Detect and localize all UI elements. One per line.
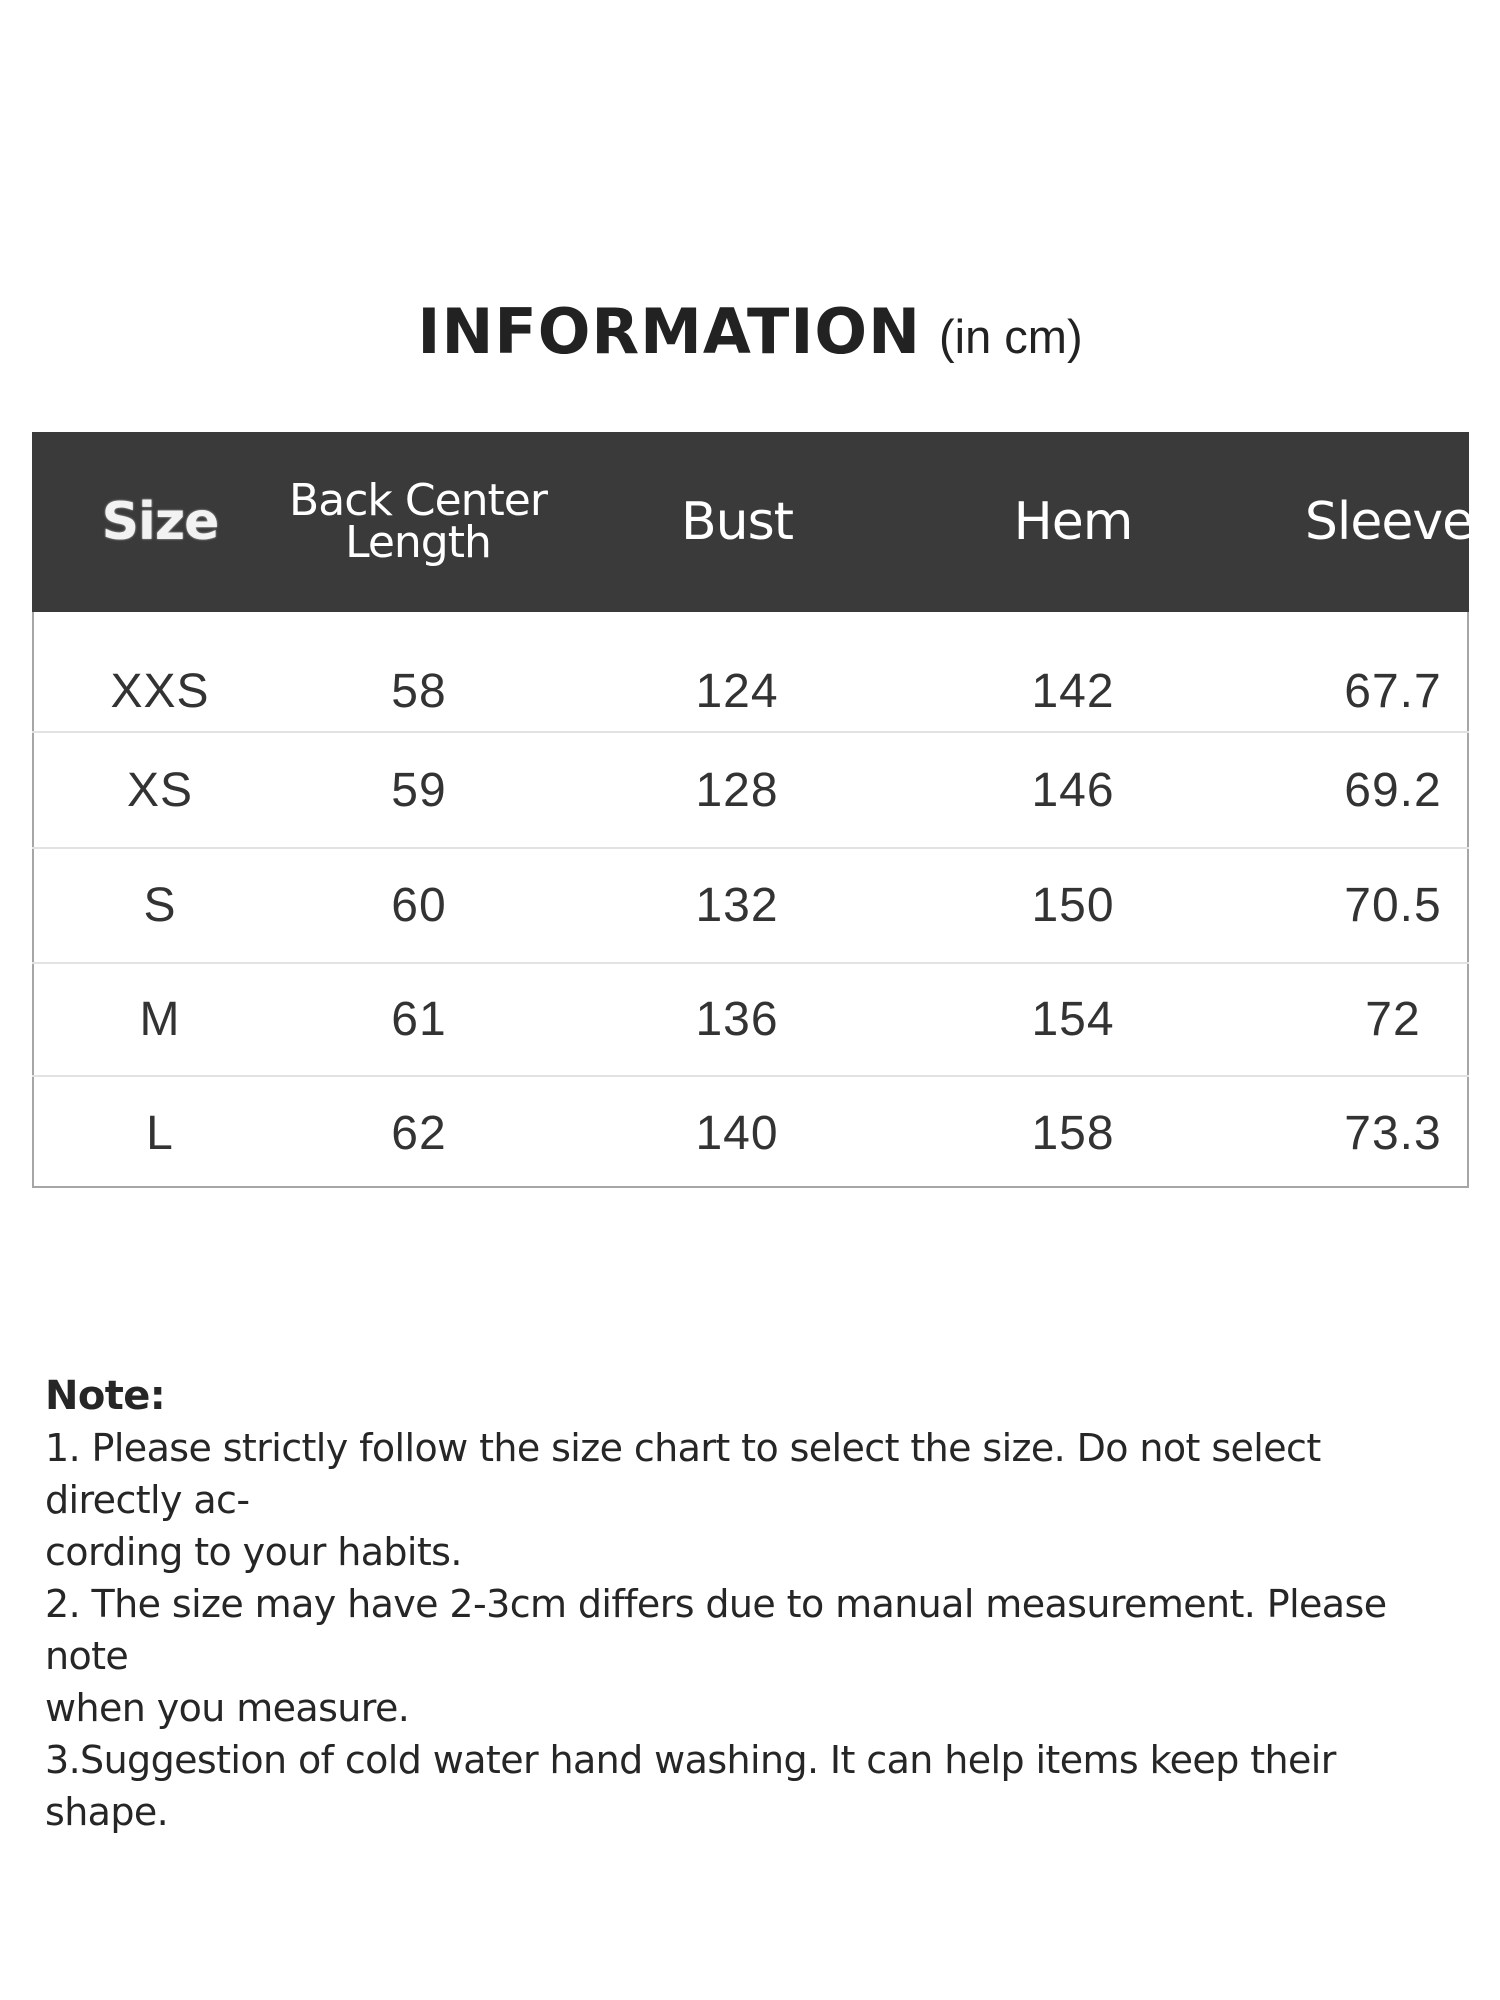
page-title [0,295,1500,368]
header-bust: Bust [680,492,794,552]
cell-hem: 146 [1031,763,1115,817]
note-line: 3.Suggestion of cold water hand washing. It can help items keep their shape. [45,1738,1336,1834]
note-line: cording to your habits. [45,1530,462,1574]
title-main: INFORMATION [417,295,921,368]
cell-bust: 140 [695,1106,779,1160]
title-unit: (in cm) [939,310,1083,363]
table-row [32,612,1469,733]
header-back-center-line1: Back Center [289,475,547,526]
cell-bust: 136 [695,993,779,1046]
cell-size: M [139,993,181,1046]
cell-sleeve: 67.7 [1344,665,1442,718]
table-row [32,964,1469,1077]
cell-size: L [146,1106,174,1160]
size-chart-table [32,432,1474,1188]
header-size: Size [101,492,219,552]
cell-size: XS [126,763,194,817]
table-row [32,733,1469,849]
header-back-center-length [260,432,576,612]
cell-sleeve: 72 [1365,993,1421,1046]
note-line: 2. The size may have 2-3cm differs due to manual measurement. Please note [45,1582,1387,1678]
cell-hem: 154 [1031,993,1115,1046]
cell-back-center-length: 59 [391,763,447,817]
cell-hem: 158 [1031,1106,1115,1160]
cell-back-center-length: 62 [391,1106,447,1160]
cell-size: XXS [110,665,210,718]
table-header [32,432,1474,612]
header-hem: Hem [1013,492,1133,552]
cell-size: S [143,879,177,932]
table-row [32,849,1469,964]
notes-heading: Note: [45,1373,166,1419]
note-line: 1. Please strictly follow the size chart to select the size. Do not select directly ac- [45,1426,1321,1522]
cell-hem: 150 [1031,879,1115,932]
cell-bust: 132 [695,879,779,932]
cell-bust: 124 [695,665,779,718]
cell-back-center-length: 58 [391,665,447,718]
cell-hem: 142 [1031,665,1115,718]
header-back-center-line2: Length [345,517,491,568]
header-sleeve: Sleeve [1304,492,1474,552]
cell-sleeve: 69.2 [1344,763,1442,817]
cell-back-center-length: 60 [391,879,447,932]
cell-back-center-length: 61 [391,993,447,1046]
note-line: when you measure. [45,1686,410,1730]
cell-sleeve: 73.3 [1344,1106,1442,1160]
table-row [32,1077,1469,1189]
cell-bust: 128 [695,763,779,817]
cell-sleeve: 70.5 [1344,879,1442,932]
notes-section [45,1370,1465,1838]
